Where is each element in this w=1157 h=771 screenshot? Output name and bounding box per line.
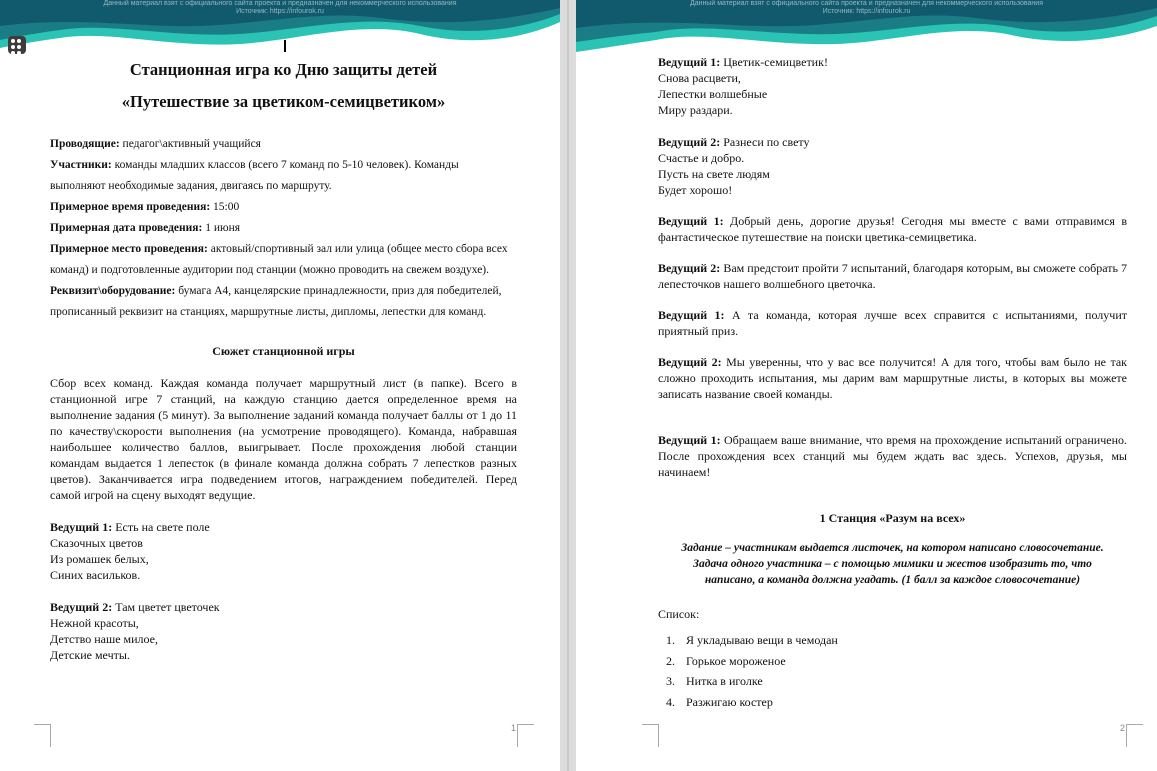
crop-mark <box>642 724 659 747</box>
page-2-body <box>658 54 1127 712</box>
hosts-value: педагог\активный учащийся <box>119 138 261 150</box>
v7-paragraph <box>658 432 1127 480</box>
header-line-2: Источник: https://infourok.ru <box>236 8 324 15</box>
v5-label: Ведущий 1: <box>658 308 725 322</box>
crop-mark <box>1126 724 1143 747</box>
v1-verse <box>658 54 1127 118</box>
v1-label: Ведущий 1: <box>658 55 721 69</box>
v3-text: Добрый день, дорогие друзья! Сегодня мы вместе с вами отправимся в фантастическое путешествие на поиски цветика-семицветика. <box>658 214 1127 244</box>
page-1-body <box>50 60 517 663</box>
page-number: 2 <box>1120 723 1126 733</box>
v4-paragraph <box>658 260 1127 292</box>
verse-line: Там цветет цветочек <box>115 600 220 614</box>
time-value: 15:00 <box>210 201 240 213</box>
verse-line: Пусть на свете людям <box>658 167 770 181</box>
hosts-label: Проводящие: <box>50 138 120 150</box>
verse-line: Цветик-семицветик! <box>723 55 828 69</box>
date-row <box>50 218 517 239</box>
drag-handle-icon[interactable] <box>8 36 26 54</box>
participants-value: команды младших классов (всего 7 команд по 5-10 человек). Команды выполняют необходимые задания, двигаясь по маршруту. <box>50 159 459 192</box>
place-value: актовый/спортивный зал или улица (общее место сбора всех команд) и подготовленные аудитории под станции (можно проводить на свежем воздухе). <box>50 243 508 276</box>
list-item: 2. Горькое мороженое <box>678 651 1127 672</box>
list-item: 4. Разжигаю костер <box>678 692 1127 713</box>
date-value: 1 июня <box>202 222 241 234</box>
text-cursor <box>284 40 286 52</box>
verse-line: Разнеси по свету <box>723 135 810 149</box>
verse-line: Миру раздари. <box>658 103 733 117</box>
v2-label: Ведущий 2: <box>658 135 721 149</box>
v5-text: А та команда, которая лучше всех справится с испытаниями, получит приятный приз. <box>658 308 1127 338</box>
verse-line: Синих васильков. <box>50 568 141 582</box>
hosts-row <box>50 134 517 155</box>
props-row <box>50 281 517 323</box>
header-watermark-text <box>60 0 500 16</box>
participants-row <box>50 155 517 197</box>
station-heading: 1 Станция «Разум на всех» <box>819 511 966 525</box>
page-divider <box>567 0 569 771</box>
time-row <box>50 197 517 218</box>
page-number: 1 <box>511 723 517 733</box>
header-line-1: Данный материал взят с официального сайта проекта и предназначен для некоммерческого использования <box>103 0 457 7</box>
v7-label: Ведущий 1: <box>658 433 721 447</box>
event-meta <box>50 134 517 323</box>
document-title: Станционная игра ко Дню защиты детей <box>129 60 438 79</box>
verse-line: Детские мечты. <box>50 648 130 662</box>
station-task: Задание – участникам выдается листочек, на котором написано словосочетание. Задача одного участника – с помощью мимики и жестов изобразить то, что написано, а команда должна угадать. (1 балл за каждое словосочетание) <box>681 542 1104 586</box>
v6-paragraph <box>658 354 1127 402</box>
v3-label: Ведущий 1: <box>658 214 724 228</box>
verse-line: Сказочных цветов <box>50 536 143 550</box>
lead1-verse <box>50 519 517 583</box>
v6-label: Ведущий 2: <box>658 355 722 369</box>
lead2-verse <box>50 599 517 663</box>
list-item: 3. Нитка в иголке <box>678 671 1127 692</box>
lead1-label: Ведущий 1: <box>50 520 113 534</box>
document-subtitle: «Путешествие за цветиком-семицветиком» <box>121 92 446 111</box>
v2-verse <box>658 134 1127 198</box>
list-item: 1. Я укладываю вещи в чемодан <box>678 630 1127 651</box>
crop-mark <box>517 724 534 747</box>
props-label: Реквизит\оборудование: <box>50 285 176 297</box>
time-label: Примерное время проведения: <box>50 201 211 213</box>
v7-text: Обращаем ваше внимание, что время на прохождение испытаний ограничено. После прохождения всех станций мы будем ждать вас здесь. Успехов, друзья, мы начинаем! <box>658 433 1128 479</box>
plot-text: Сбор всех команд. Каждая команда получает маршрутный лист (в папке). Всего в станционной игре 7 станций, на каждую станцию дается определенное время на выполнение задания (5 минут). За выполнение заданий команда получает баллы от 1 до 11 по качеству\скорости выполнения (на усмотрение проводящего). Команда, набравшая наибольшее количество баллов, выигрывает. После прохождения любой станции командам выдается 1 лепесток (в финале команда должна собрать 7 лепестков разных цветов). Заканчивается игра подведением итогов, награждением победителей. Перед самой игрой на сцену выходят ведущие. <box>50 376 517 502</box>
list-label: Список: <box>658 607 700 621</box>
verse-line: Из ромашек белых, <box>50 552 149 566</box>
verse-line: Счастье и добро. <box>658 151 745 165</box>
phrase-list <box>658 630 1127 712</box>
plot-heading: Сюжет станционной игры <box>212 344 355 358</box>
v4-text: Вам предстоит пройти 7 испытаний, благодаря которым, вы сможете собрать 7 лепесточков нашего волшебного цветочка. <box>658 261 1128 291</box>
props-value: бумага А4, канцелярские принадлежности, приз для победителей, прописанный реквизит на станциях, маршрутные листы, дипломы, лепестки для команд. <box>50 285 502 318</box>
header-line-2: Источник: https://infourok.ru <box>822 8 911 15</box>
lead2-label: Ведущий 2: <box>50 600 113 614</box>
header-line-1: Данный материал взят с официального сайта проекта и предназначен для некоммерческого использования <box>689 0 1043 7</box>
crop-mark <box>34 724 51 747</box>
date-label: Примерная дата проведения: <box>50 222 203 234</box>
participants-label: Участники: <box>50 159 112 171</box>
v4-label: Ведущий 2: <box>658 261 721 275</box>
v3-paragraph <box>658 213 1127 245</box>
verse-line: Есть на свете поле <box>115 520 210 534</box>
place-row <box>50 239 517 281</box>
verse-line: Нежной красоты, <box>50 616 139 630</box>
v5-paragraph <box>658 307 1127 339</box>
verse-line: Детство наше милое, <box>50 632 158 646</box>
v6-text: Мы уверенны, что у вас все получится! А для того, чтобы вам было не так сложно проходить испытания, мы дарим вам маршрутные листы, в которых вы можете записать название своей команды. <box>658 355 1127 401</box>
verse-line: Лепестки волшебные <box>658 87 768 101</box>
place-label: Примерное место проведения: <box>50 243 208 255</box>
header-watermark-text <box>636 0 1097 16</box>
verse-line: Снова расцвети, <box>658 71 741 85</box>
verse-line: Будет хорошо! <box>658 183 733 197</box>
